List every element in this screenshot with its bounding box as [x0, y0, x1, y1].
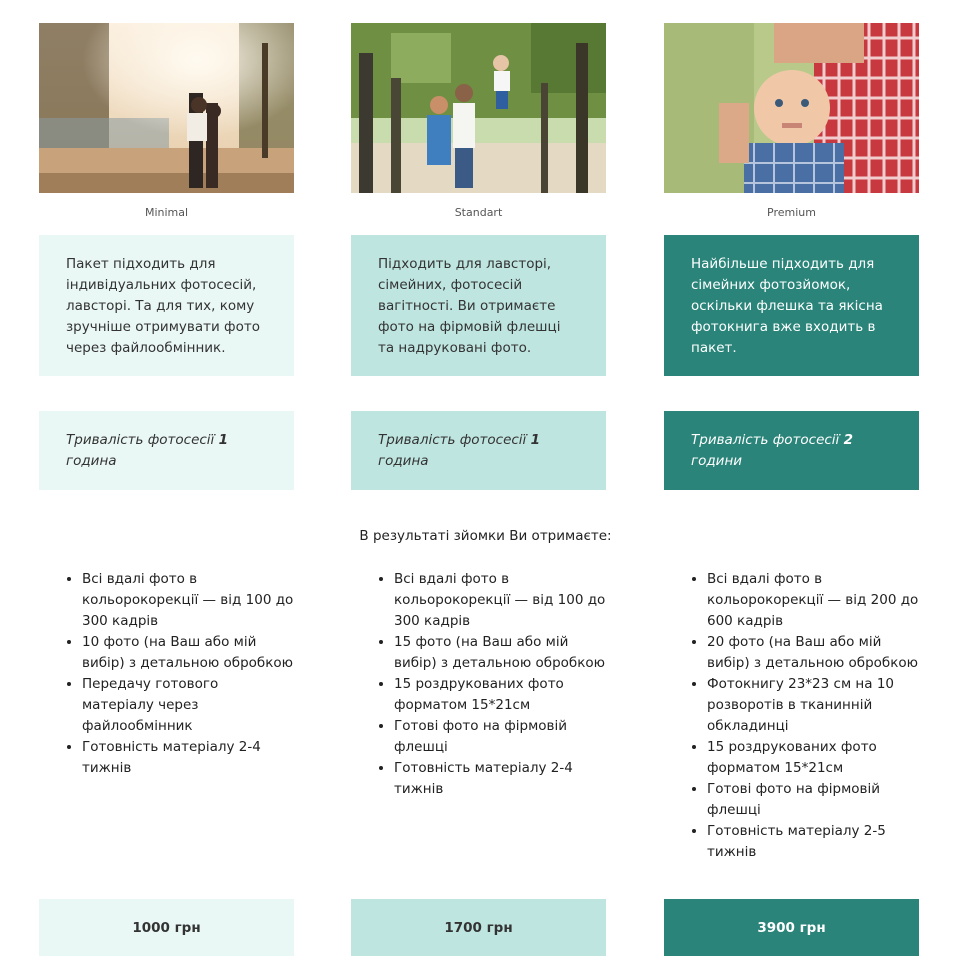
package-features-list [664, 569, 919, 863]
package-features-list [351, 569, 606, 800]
package-description [39, 235, 294, 376]
package-photo [664, 23, 919, 193]
package-description-text: Найбільше підходить для сімейних фотозйомок, оскільки флешка та якісна фотокнига вже входить в пакет. [691, 256, 883, 356]
package-features-list [39, 569, 294, 779]
duration-number: 2 [843, 432, 854, 448]
feature-item: • Всі вдалі фото в кольорокорекції — від 100 до 300 кадрів [82, 569, 294, 632]
duration-unit: година [66, 453, 117, 469]
package-duration [351, 411, 606, 490]
feature-item: • Готовність матеріалу 2-4 тижнів [82, 737, 294, 779]
feature-item: • Всі вдалі фото в кольорокорекції — від 200 до 600 кадрів [707, 569, 919, 632]
feature-item: • Готовність матеріалу 2-4 тижнів [394, 758, 606, 800]
package-description-text: Пакет підходить для індивідуальних фотосесій, лавсторі. Та для тих, кому зручніше отримувати фото через файлообмінник. [66, 256, 260, 356]
package-duration [664, 411, 919, 490]
duration-unit: година [378, 453, 429, 469]
duration-label: Тривалість фотосесії [66, 432, 219, 448]
feature-item: • 15 фото (на Ваш або мій вибір) з детальною обробкою [394, 632, 606, 674]
package-description [664, 235, 919, 376]
feature-item: • Готові фото на фірмовій флешці [707, 779, 919, 821]
feature-item: • Готовність матеріалу 2-5 тижнів [707, 821, 919, 863]
duration-number: 1 [218, 432, 229, 448]
package-description-text: Підходить для лавсторі, сімейних, фотосесій вагітності. Ви отримаєте фото на фірмовій флешці та надруковані фото. [378, 256, 561, 356]
duration-number: 1 [530, 432, 541, 448]
package-photo [351, 23, 606, 193]
feature-item: • Всі вдалі фото в кольорокорекції — від 100 до 300 кадрів [394, 569, 606, 632]
package-price: 1700 грн [351, 899, 606, 956]
package-price: 1000 грн [39, 899, 294, 956]
package-photo [39, 23, 294, 193]
package-name: Standart [454, 206, 503, 219]
feature-item: • Фотокнигу 23*23 см на 10 розворотів в тканинній обкладинці [707, 674, 919, 737]
feature-item: • Готові фото на фірмовій флешці [394, 716, 606, 758]
package-name: Minimal [144, 206, 189, 219]
feature-item: • 15 роздрукованих фото форматом 15*21см [394, 674, 606, 716]
feature-item: • Передачу готового матеріалу через файлообмінник [82, 674, 294, 737]
duration-unit: години [691, 453, 743, 469]
duration-label: Тривалість фотосесії [378, 432, 531, 448]
feature-item: • 10 фото (на Ваш або мій вибір) з детальною обробкою [82, 632, 294, 674]
package-description [351, 235, 606, 376]
feature-item: • 20 фото (на Ваш або мій вибір) з детальною обробкою [707, 632, 919, 674]
results-heading: В результаті зйомки Ви отримаєте: [359, 528, 612, 544]
feature-item: • 15 роздрукованих фото форматом 15*21см [707, 737, 919, 779]
package-price: 3900 грн [664, 899, 919, 956]
package-name: Premium [767, 206, 816, 219]
package-duration [39, 411, 294, 490]
duration-label: Тривалість фотосесії [691, 432, 844, 448]
